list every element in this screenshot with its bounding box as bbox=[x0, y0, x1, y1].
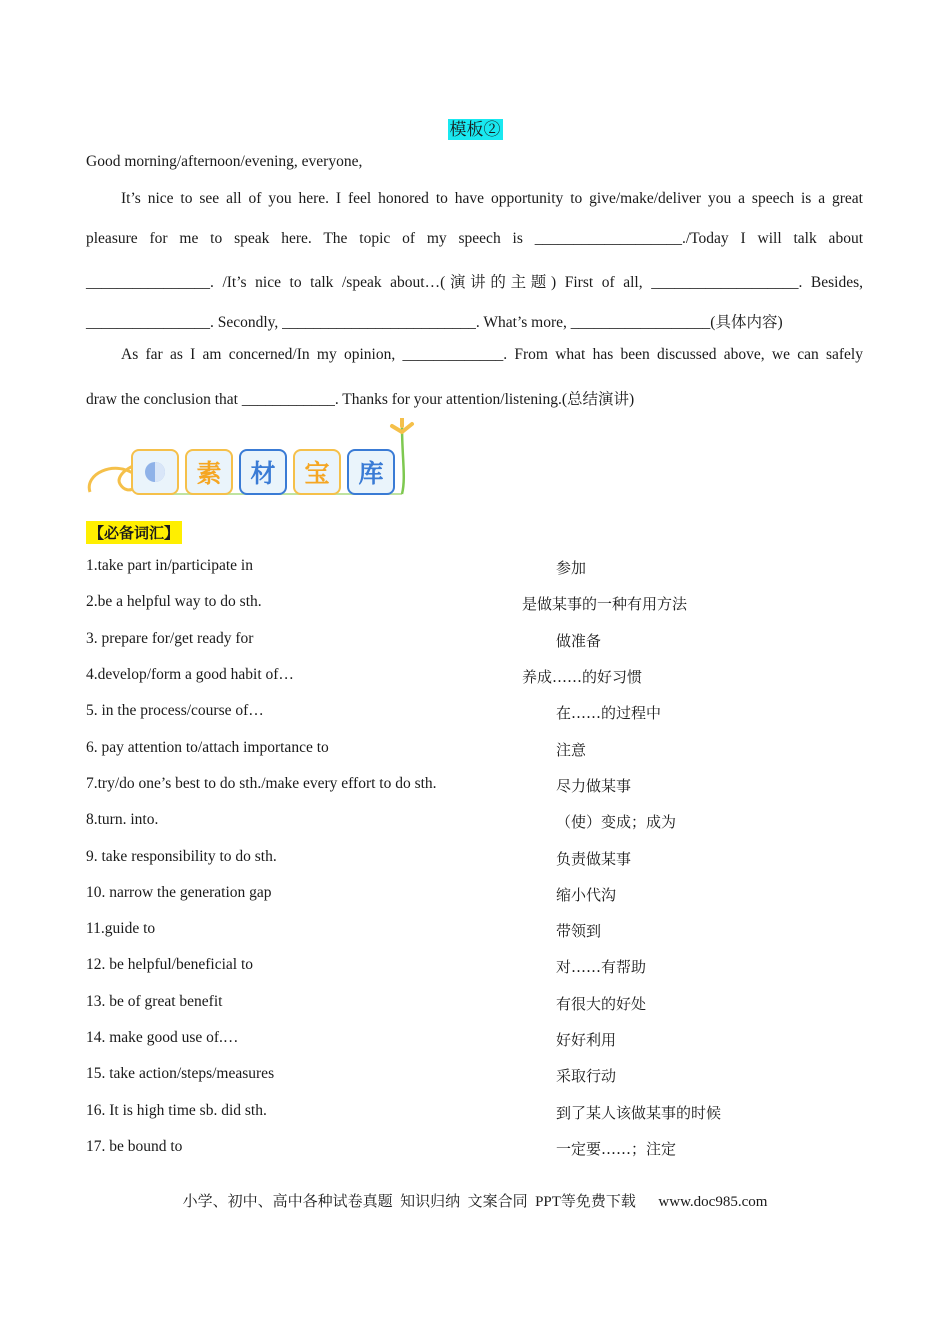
body-line-4: ________________. Secondly, _________________________. What’s more, __________________(具体内容) bbox=[86, 314, 783, 331]
section-tag-vocab: 【必备词汇】 bbox=[86, 521, 182, 544]
template-title: 模板② bbox=[449, 120, 501, 139]
page-footer: 小学、初中、高中各种试卷真题 知识归纳 文案合同 PPT等免费下载 www.doc985.com bbox=[182, 1194, 768, 1210]
body-line-3: ________________. /It’s nice to talk /speak about…(演讲的主题) First of all, ___________________. Besides, bbox=[86, 274, 863, 291]
body-line-6: draw the conclusion that ____________. Thanks for your attention/listening.(总结演讲) bbox=[86, 391, 635, 408]
body-line-5: As far as I am concerned/In my opinion, _____________. From what has been discussed above, we can safely bbox=[121, 346, 863, 363]
sprout-leaf-icon bbox=[392, 418, 412, 432]
material-library-banner bbox=[84, 418, 424, 500]
document-page: 模板② Good morning/afternoon/evening, everyone, It’s nice to see all of you here. I feel honored to have opportunity to give/make/deliver you a speech is a great pleasure for me to speak here. The topic of my speech is ___________________./Today I will talk about ________________. /It’s nice to talk /speak about…(演讲的主题) First of all, ___________________. Besides, ________________. Secondly, _________________________. What’s more, __________________(具体内容) As far as I am concerned/In my opinion, _____________. From what has been discussed above, we can safely draw the conclusion that ____________. Thanks for your attention/listening.(总结演讲) 素 材 宝 库 【必备词汇】 1.take part in/participate in 参加 2.be a helpful way to do sth. 是做某事的一种有用方法 3. prepare for/get ready for 做准备 4.develop/form a good habit of… 养成……的好习惯 5. in the process/course of… 在……的过程中 6. pay attention to/attach importance to 注意 7.try/do one’s best to do sth./make every effort to do sth. 尽力做某事 8.turn. into. （使）变成；成为 9. take responsibility to do sth. 负责做某事 10. narrow the generation gap 缩小代沟 11.guide to 带领到 12. be helpful/beneficial to 对……有帮助 13. be of great benefit 有很大的好处 14. make good use of.… 好好利用 15. take action/steps/measures 采取行动 16. It is high time sb. did sth. 到了某人该做某事的时候 17. be bound to 一定要……；注定 小学、初中、高中各种试卷真题 知识归纳 文案合同 PPT等免费下载 www.doc985.com bbox=[0, 0, 950, 1344]
banner-tile-2-text: 材 bbox=[250, 459, 276, 488]
body-line-2: pleasure for me to speak here. The topic of my speech is ___________________./Today I will talk about bbox=[86, 230, 863, 247]
greeting-line: Good morning/afternoon/evening, everyone, bbox=[86, 153, 363, 170]
body-line-1: It’s nice to see all of you here. I feel honored to have opportunity to give/make/deliver you a speech is a great bbox=[121, 190, 863, 207]
sprout-stem bbox=[402, 426, 404, 494]
banner-tile-3-text: 宝 bbox=[304, 459, 330, 488]
banner-tile-4-text: 库 bbox=[358, 459, 384, 488]
banner-tile-1-text: 素 bbox=[196, 459, 222, 488]
